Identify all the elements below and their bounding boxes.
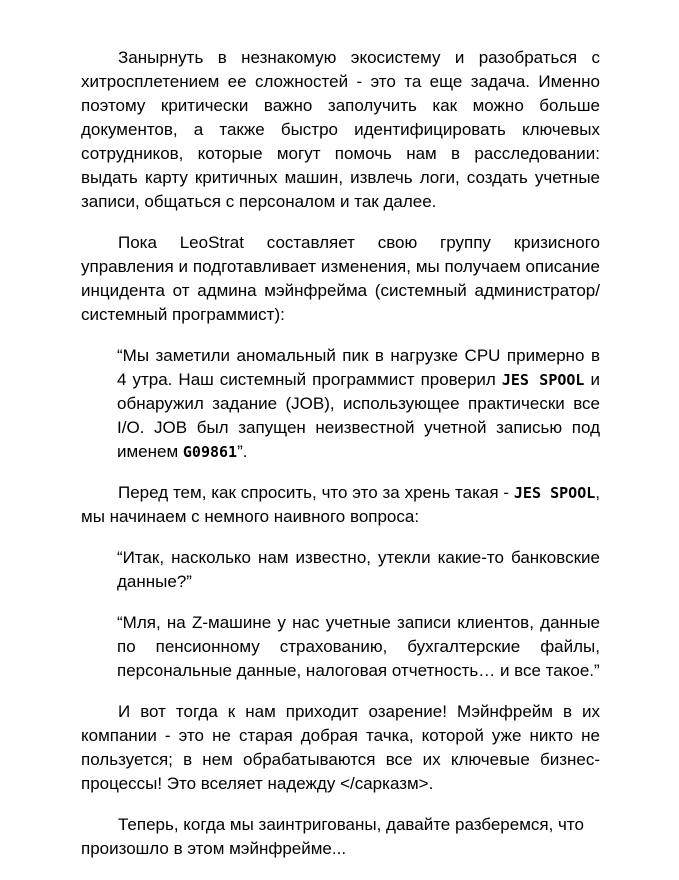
text-run: , мы начинаем с немного наивного вопроса: [81, 483, 601, 526]
text-run: Теперь, когда мы заинтригованы, давайте разберемся, что произошло в этом мэйнфрейме... [81, 815, 584, 858]
text-run: Пока LeoStrat составляет свою группу кризисного управления и подготавливает изменения, мы получаем описание инцидента от админа мэйнфрейма (системный администратор/системный программист): [81, 233, 600, 324]
paragraph-list [81, 46, 600, 861]
paragraph [81, 46, 600, 214]
paragraph [81, 813, 600, 861]
paragraph [81, 700, 600, 796]
inline-code: G09861 [182, 443, 238, 461]
text-run: ”. [237, 442, 248, 461]
text-run: Занырнуть в незнакомую экосистему и разобраться с хитросплетением ее сложностей - это та еще задача. Именно поэтому критически важно заполучить как можно больше документов, а также быстро идентифицировать ключевых сотрудников, которые могут помочь нам в расследовании: выдать карту критичных машин, извлечь логи, создать учетные записи, общаться с персоналом и так далее. [81, 48, 600, 211]
quote-paragraph [117, 344, 600, 464]
text-run: И вот тогда к нам приходит озарение! Мэйнфрейм в их компании - это не старая добрая тачка, которой уже никто не пользуется; в нем обрабатываются все их ключевые бизнес-процессы! Это вселяет надежду </сарказм>. [81, 702, 600, 793]
inline-code: JES SPOOL [513, 484, 596, 502]
quote-paragraph [117, 611, 600, 683]
text-run: и обнаружил задание (JOB), использующее практически все I/O. JOB был запущен неизвестной учетной записью под именем [117, 370, 600, 461]
text-run: “Мы заметили аномальный пик в нагрузке CPU примерно в 4 утра. Наш системный программист проверил [117, 346, 600, 389]
paragraph [81, 231, 600, 327]
quote-paragraph [117, 546, 600, 594]
inline-code: JES SPOOL [501, 371, 585, 389]
paragraph [81, 481, 600, 529]
text-run: “Мля, на Z-машине у нас учетные записи клиентов, данные по пенсионному страхованию, бухгалтерские файлы, персональные данные, налоговая отчетность… и все такое.” [117, 613, 600, 680]
text-run: “Итак, насколько нам известно, утекли какие-то банковские данные?” [117, 548, 600, 591]
text-run: Перед тем, как спросить, что это за хрень такая - [118, 483, 514, 502]
